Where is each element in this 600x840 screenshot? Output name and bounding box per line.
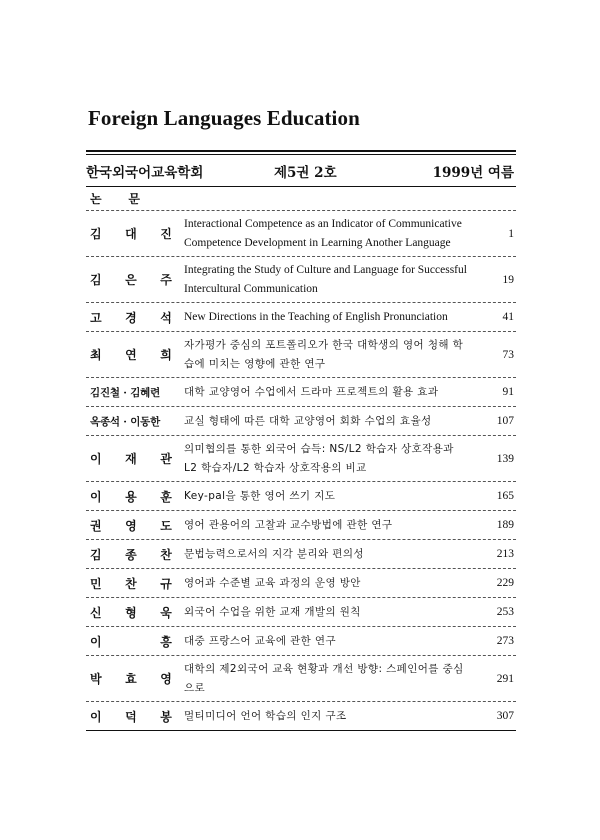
- author-char: 종: [125, 547, 137, 562]
- article-title: 외국어 수업을 위한 교재 개발의 원칙: [184, 605, 361, 618]
- author-char: 용: [125, 489, 137, 504]
- author-char: 영: [125, 518, 137, 533]
- article-title: 문법능력으로서의 지각 분리와 편의성: [184, 547, 364, 560]
- author-char: 민: [90, 576, 102, 591]
- article-title: Interactional Competence as an Indicator of Communicative Competence Development in Learning Another Language: [184, 217, 462, 249]
- article-row: [86, 256, 516, 302]
- author-char: 김: [90, 547, 102, 562]
- article-author: [86, 670, 184, 687]
- author-char: 욱: [160, 605, 172, 620]
- article-row: [86, 701, 516, 730]
- article-author: [86, 517, 184, 534]
- society-name: 한국외국어교육학회: [86, 164, 204, 181]
- author-char: 효: [125, 672, 137, 686]
- author-char: 신: [90, 605, 102, 620]
- article-author: 김진철 · 김혜련: [90, 386, 161, 399]
- article-title: 자가평가 중심의 포트폴리오가 한국 대학생의 영어 청해 학습에 미치는 영향에 관한 연구: [184, 338, 464, 370]
- author-char: 최: [90, 348, 102, 362]
- article-author: [86, 488, 184, 505]
- article-author: [86, 575, 184, 592]
- author-char: 희: [160, 348, 172, 362]
- author-char: 이: [90, 709, 102, 724]
- article-row: [86, 539, 516, 568]
- author-char: 박: [90, 672, 102, 686]
- article-row: [86, 302, 516, 331]
- author-char: 도: [160, 518, 172, 533]
- article-row: [86, 210, 516, 256]
- article-title: 대중 프랑스어 교육에 관한 연구: [184, 634, 337, 647]
- author-char: 찬: [125, 576, 137, 591]
- author-char: 고: [90, 310, 102, 325]
- author-char: 연: [125, 348, 137, 362]
- author-char: 이: [90, 489, 102, 504]
- article-author: [86, 604, 184, 621]
- article-page: 41: [502, 311, 514, 323]
- author-char: 훈: [160, 489, 172, 504]
- issue-date: 1999년 여름: [432, 164, 514, 181]
- article-title: 영어과 수준별 교육 과정의 운영 방안: [184, 576, 361, 589]
- article-page: 107: [496, 415, 514, 427]
- author-char: 봉: [160, 709, 172, 724]
- author-char: 찬: [160, 547, 172, 562]
- bottom-rule: [86, 730, 516, 731]
- article-page: 273: [496, 635, 514, 647]
- article-row: [86, 377, 516, 406]
- article-list: [86, 210, 516, 730]
- author-char: 흥: [160, 634, 172, 649]
- author-char: 재: [125, 452, 137, 466]
- article-title: 영어 관용어의 고찰과 교수방법에 관한 연구: [184, 518, 393, 531]
- journal-title: Foreign Languages Education: [88, 106, 360, 130]
- article-author: [86, 546, 184, 563]
- article-page: 73: [502, 348, 514, 361]
- article-page: 253: [496, 606, 514, 618]
- author-char: 주: [160, 273, 172, 287]
- article-page: 91: [502, 386, 514, 398]
- article-title: Key-pal을 통한 영어 쓰기 지도: [184, 489, 336, 502]
- article-title: 의미협의를 통한 외국어 습득: NS/L2 학습자 상호작용과 L2 학습자/L2 학습자 상호작용의 비교: [184, 442, 454, 474]
- article-row: [86, 568, 516, 597]
- article-row: [86, 597, 516, 626]
- article-page: 229: [496, 577, 514, 589]
- article-page: 291: [496, 672, 514, 685]
- article-author: [86, 309, 184, 326]
- article-author: [86, 346, 184, 363]
- author-char: 덕: [125, 709, 137, 724]
- article-row: [86, 406, 516, 435]
- article-page: 1: [508, 227, 514, 240]
- article-title: 대학의 제2외국어 교육 현황과 개선 방향: 스페인어를 중심으로: [184, 662, 464, 694]
- issue-header: [86, 155, 516, 186]
- article-page: 189: [496, 519, 514, 531]
- section-char: 문: [128, 192, 140, 206]
- article-page: 139: [496, 452, 514, 465]
- article-title: 대학 교양영어 수업에서 드라마 프로젝트의 활용 효과: [184, 385, 439, 398]
- author-char: 영: [160, 672, 172, 686]
- article-author: [86, 633, 184, 650]
- article-page: 213: [496, 548, 514, 560]
- article-row: [86, 626, 516, 655]
- author-char: 이: [90, 452, 102, 466]
- author-char: 석: [160, 310, 172, 325]
- author-char: 김: [90, 273, 102, 287]
- article-author: [86, 271, 184, 288]
- article-row: [86, 510, 516, 539]
- volume-number: 제5권 2호: [274, 164, 337, 181]
- author-char: 대: [125, 227, 137, 241]
- author-char: 규: [160, 576, 172, 591]
- author-char: 형: [125, 605, 137, 620]
- article-author: [86, 450, 184, 467]
- article-page: 19: [502, 273, 514, 286]
- article-title: 멀티미디어 언어 학습의 인지 구조: [184, 709, 347, 722]
- article-page: 307: [496, 710, 514, 722]
- article-page: 165: [496, 490, 514, 502]
- article-author: [86, 708, 184, 725]
- author-char: 김: [90, 227, 102, 241]
- author-char: 은: [125, 273, 137, 287]
- article-row: [86, 655, 516, 701]
- section-heading: [86, 186, 516, 210]
- author-char: 관: [160, 452, 172, 466]
- table-of-contents: [86, 150, 516, 731]
- top-rule-thick: [86, 150, 516, 152]
- article-author: [86, 225, 184, 242]
- author-char: 진: [160, 227, 172, 241]
- section-char: 논: [90, 192, 102, 206]
- section-label: [86, 190, 158, 207]
- author-char: 이: [90, 634, 102, 649]
- article-author: 옥종석 · 이동한: [90, 415, 161, 428]
- article-row: [86, 331, 516, 377]
- article-title: New Directions in the Teaching of English Pronunciation: [184, 310, 448, 323]
- article-title: 교실 형태에 따른 대학 교양영어 회화 수업의 효율성: [184, 414, 432, 427]
- article-row: [86, 435, 516, 481]
- article-title: Integrating the Study of Culture and Language for Successful Intercultural Communication: [184, 263, 467, 295]
- author-char: 권: [90, 518, 102, 533]
- author-char: 경: [125, 310, 137, 325]
- article-row: [86, 481, 516, 510]
